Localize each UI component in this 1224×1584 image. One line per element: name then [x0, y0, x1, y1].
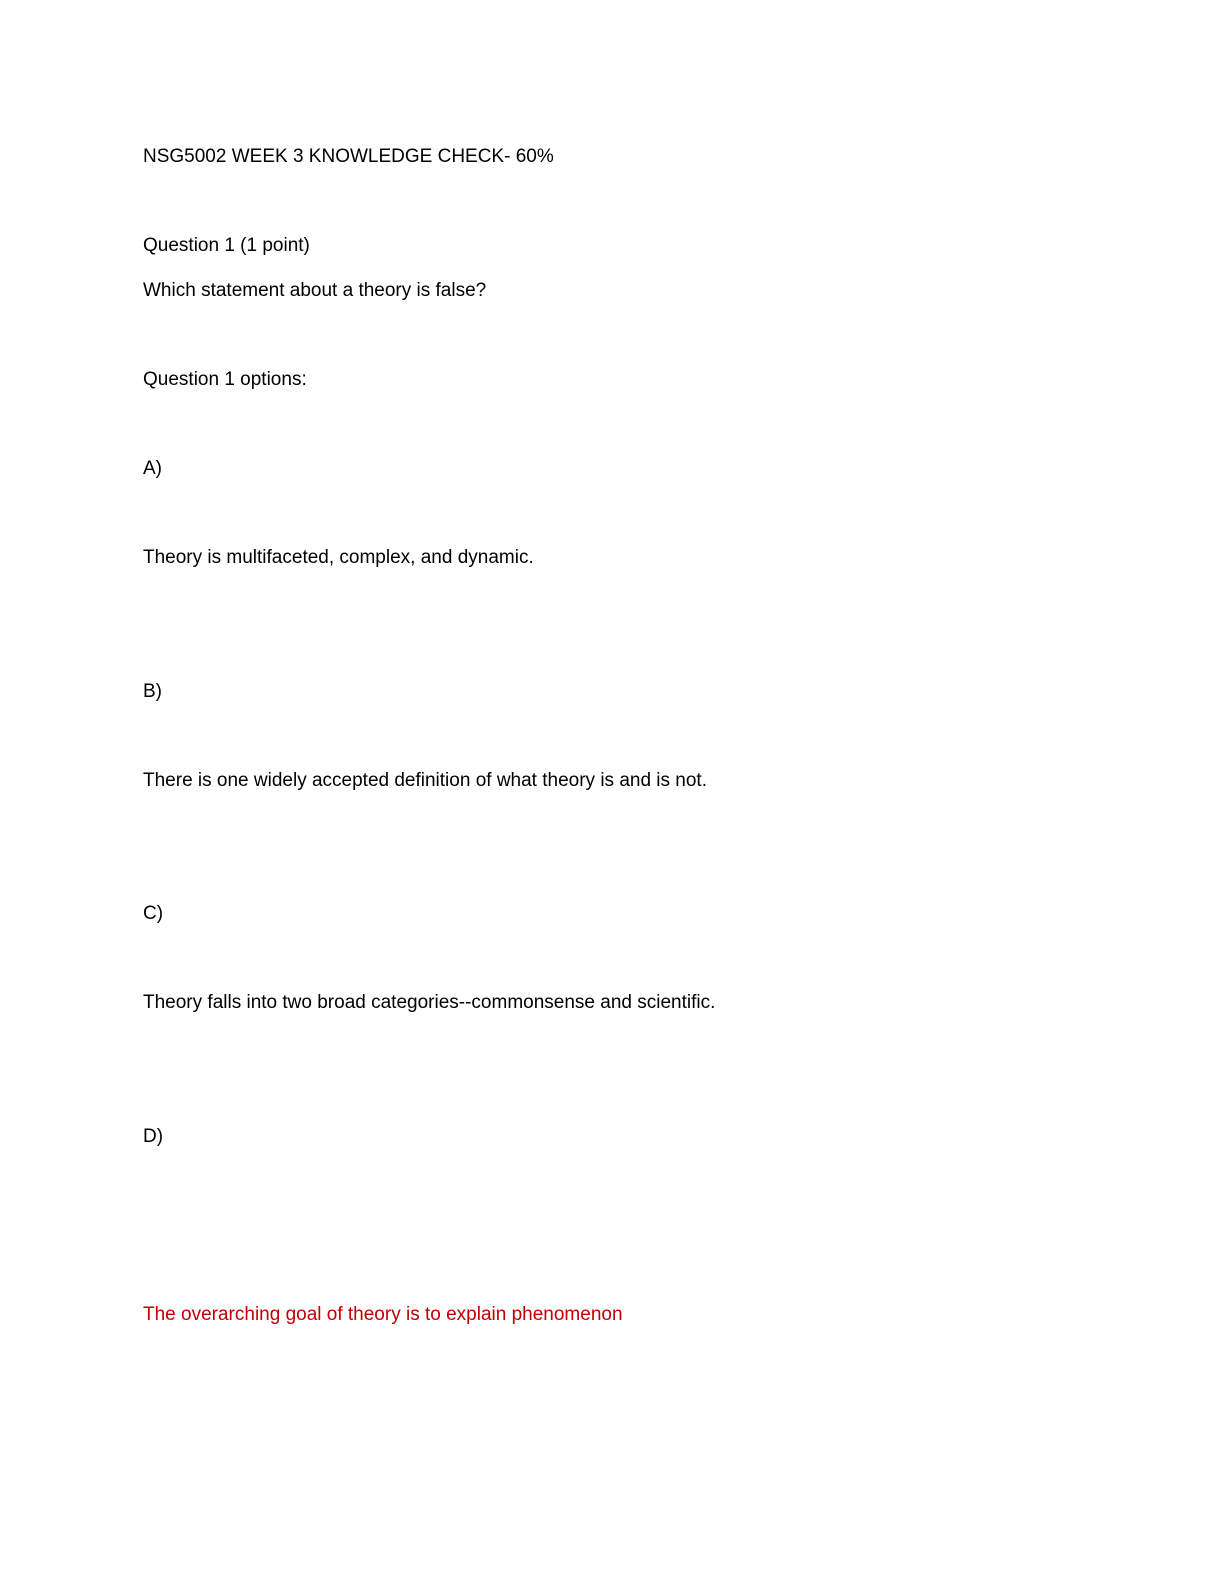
options-heading: Question 1 options: — [143, 369, 307, 390]
highlighted-answer-text: The overarching goal of theory is to explain phenomenon — [143, 1304, 623, 1325]
option-a-text: Theory is multifaceted, complex, and dynamic. — [143, 547, 534, 568]
option-c-letter: C) — [143, 903, 164, 924]
question-header: Question 1 (1 point) — [143, 235, 310, 256]
option-c-text: Theory falls into two broad categories--commonsense and scientific. — [143, 992, 716, 1013]
option-a-letter: A) — [143, 458, 162, 479]
question-prompt: Which statement about a theory is false? — [143, 280, 487, 301]
option-b-letter: B) — [143, 681, 162, 702]
document-title: NSG5002 WEEK 3 KNOWLEDGE CHECK- 60% — [143, 146, 554, 167]
option-b-text: There is one widely accepted definition of what theory is and is not. — [143, 770, 707, 791]
option-d-letter: D) — [143, 1126, 164, 1147]
